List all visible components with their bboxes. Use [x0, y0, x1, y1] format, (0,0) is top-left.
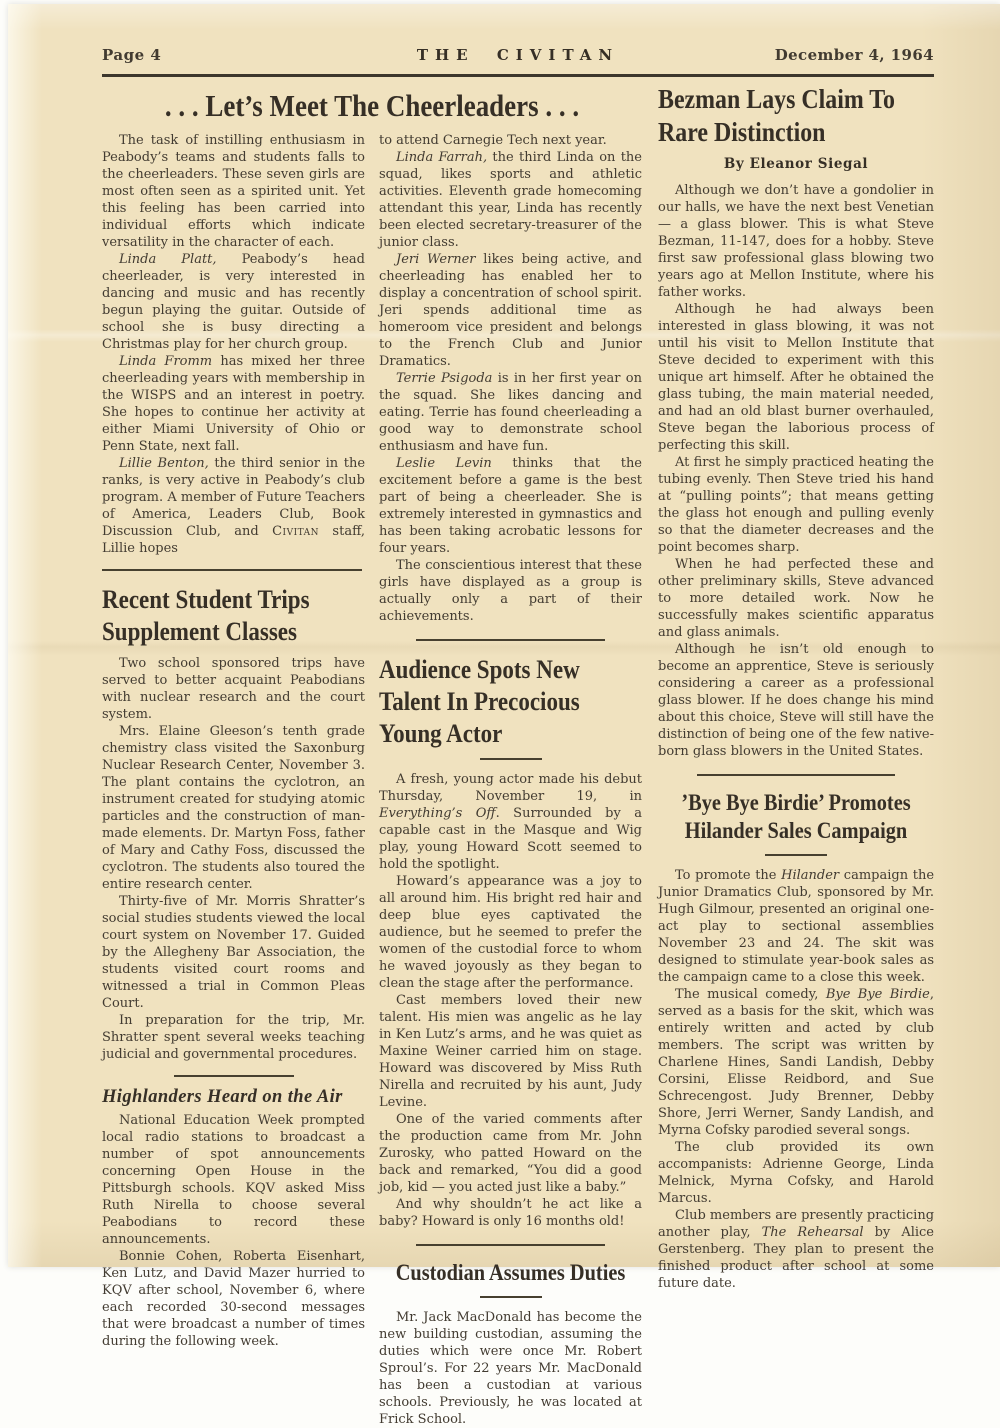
column-3: [658, 81, 934, 1428]
article-paragraph: to attend Carnegie Tech next year.: [379, 132, 642, 149]
cheerleaders-section: [102, 81, 642, 1428]
page-content: [102, 81, 934, 1428]
article-paragraph: National Education Week prompted local radio stations to broadcast a number of spot announcements concerning Open House in the Pittsburgh schools. KQV asked Miss Ruth Nirella to choose several Peabodians to record these announcements.: [102, 1112, 365, 1248]
page-number: Page 4: [102, 46, 161, 64]
article-paragraph: Leslie Levin thinks that the excitement before a game is the best part of being a cheerleader. She is extremely interested in gymnastics and has been taking acrobatic lessons for four years.: [379, 455, 642, 557]
issue-date: December 4, 1964: [775, 46, 934, 64]
column-2: [379, 132, 642, 1428]
article-paragraph: Two school sponsored trips have served to better acquaint Peabodians with nuclear research and the court system.: [102, 655, 365, 723]
lead-headline: . . . Let’s Meet The Cheerleaders . . .: [137, 87, 607, 124]
article-paragraph: Cast members loved their new talent. His mien was angelic as he lay in Ken Lutz’s arms, and he was quiet as Maxine Weiner carried him on stage. Howard was discovered by Miss Ruth Nirella and recruited by his aunt, Judy Levine.: [379, 992, 642, 1111]
article-paragraph: To promote the Hilander campaign the Junior Dramatics Club, sponsored by Mr. Hugh Gilmour, presented an original one-act play to sectional assemblies November 23 and 24. The skit was designed to stimulate year-book sales as the campaign came to a close this week.: [658, 867, 934, 986]
article-paragraph: When he had perfected these and other preliminary skills, Steve advanced to more detailed work. Now he successfully makes scientific apparatus and glass animals.: [658, 556, 934, 641]
section-divider: [416, 1244, 605, 1246]
article-paragraph: In preparation for the trip, Mr. Shratter spent several weeks teaching judicial and governmental procedures.: [102, 1012, 365, 1063]
article-paragraph: The club provided its own accompanists: Adrienne George, Linda Melnick, Myrna Cofsky, and Harold Marcus.: [658, 1139, 934, 1207]
article-paragraph: Although we don’t have a gondolier in our halls, we have the next best Venetian — a glass blower. This is what Steve Bezman, 11-147, does for a hobby. Steve first saw professional glass blowing two years ago at Mellon Institute, where his father works.: [658, 182, 934, 301]
article-headline: Recent Student Trips Supplement Classes: [102, 584, 365, 647]
article-paragraph: Thirty-five of Mr. Morris Shratter’s social studies students viewed the local court system on November 17. Guided by the Allegheny Bar Association, the students visited court rooms and witnessed a trial in Common Pleas Court.: [102, 893, 365, 1012]
article-paragraph: Linda Platt, Peabody’s head cheerleader, is very interested in dancing and music and has recently begun playing the guitar. Outside of school she is busy directing a Christmas play for her church group.: [102, 251, 365, 353]
article-headline: ’Bye Bye Birdie’ Promotes Hilander Sales Campaign: [658, 789, 934, 845]
article-paragraph: The conscientious interest that these girls have displayed as a group is actually only a part of their achievements.: [379, 557, 642, 625]
article-paragraph: Club members are presently practicing another play, The Rehearsal by Alice Gerstenberg. They plan to present the finished product after school at some future date.: [658, 1207, 934, 1292]
article-paragraph: Mrs. Elaine Gleeson’s tenth grade chemistry class visited the Saxonburg Nuclear Research Center, November 3. The plant contains the cyclotron, an instrument created for studying atomic particles and the construction of man-made elements. Dr. Martyn Foss, father of Mary and Cathy Foss, discussed the cyclotron. The students also toured the entire research center.: [102, 723, 365, 893]
article-paragraph: A fresh, young actor made his debut Thursday, November 19, in Everything’s Off. Surrounded by a capable cast in the Masque and Wig play, young Howard Scott seemed to hold the spotlight.: [379, 771, 642, 873]
article-paragraph: Although he isn’t old enough to become an apprentice, Steve is seriously considering a career as a professional glass blower. If he does change his mind about this choice, Steve will still have the distinction of being one of the few native-born glass blowers in the United States.: [658, 641, 934, 760]
two-column-area: [102, 132, 642, 1428]
section-divider: [416, 639, 605, 641]
article-paragraph: One of the varied comments after the production came from Mr. John Zurosky, who patted Howard on the back and remarked, “You did a good job, kid — you acted just like a baby.”: [379, 1111, 642, 1196]
section-divider: [480, 758, 542, 760]
article-paragraph: Linda Fromm has mixed her three cheerleading years with membership in the WISPS and an interest in poetry. She hopes to continue her activity at either Miami University of Ohio or Penn State, next fall.: [102, 353, 365, 455]
article-paragraph: Although he had always been interested in glass blowing, it was not until his visit to Mellon Institute that Steve decided to experiment with this unique art himself. After he obtained the glass tubing, the main material needed, and had an old blast burner overhauled, Steve began the laborious process of perfecting this skill.: [658, 301, 934, 454]
article-headline: Bezman Lays Claim To Rare Distinction: [658, 83, 934, 149]
column-1: [102, 132, 365, 1428]
article-paragraph: Terrie Psigoda is in her first year on the squad. She likes dancing and eating. Terrie has found cheerleading a good way to demonstrate school enthusiasm and have fun.: [379, 370, 642, 455]
article-paragraph: Howard’s appearance was a joy to all around him. His bright red hair and deep blue eyes captivated the audience, but he seemed to prefer the women of the custodial force to whom he waved joyously as they began to clean the stage after the performance.: [379, 873, 642, 992]
article-paragraph: Mr. Jack MacDonald has become the new building custodian, assuming the duties which were once Mr. Robert Sproul’s. For 22 years Mr. MacDonald has been a custodian at various schools. Previously, he was located at Frick School.: [379, 1309, 642, 1428]
section-divider: [697, 774, 896, 776]
article-paragraph: At first he simply practiced heating the tubing evenly. Then Steve tried his hand at “pulling points”; that means getting the glass hot enough and pulling evenly so that the diameter decreases and the point becomes sharp.: [658, 454, 934, 556]
article-subhead: Highlanders Heard on the Air: [102, 1087, 365, 1108]
article-headline: Audience Spots New Talent In Precocious Young Actor: [379, 654, 642, 749]
paper-title: THE CIVITAN: [417, 46, 619, 64]
section-divider: [765, 854, 827, 856]
article-paragraph: The musical comedy, Bye Bye Birdie, served as a basis for the skit, which was entirely written and acted by club members. The script was written by Charlene Hines, Sandi Landish, Debby Corsini, Elisse Reidbord, and Sue Schrecengost. Judy Brenner, Debby Shore, Jerri Werner, Sandy Landish, and Myrna Cofsky parodied several songs.: [658, 986, 934, 1139]
section-divider: [480, 1296, 542, 1298]
section-divider: [102, 569, 362, 571]
article-paragraph: Lillie Benton, the third senior in the ranks, is very active in Peabody’s club program. A member of Future Teachers of America, Leaders Club, Book Discussion Club, and Civitan staff, Lillie hopes: [102, 455, 365, 557]
section-divider: [174, 1075, 294, 1077]
masthead: [102, 46, 934, 77]
article-paragraph: Bonnie Cohen, Roberta Eisenhart, Ken Lutz, and David Mazer hurried to KQV after school, November 6, where each recorded 30-second messages that were broadcast a number of times during the following week.: [102, 1248, 365, 1350]
article-paragraph: Jeri Werner likes being active, and cheerleading has enabled her to display a concentration of school spirit. Jeri spends additional time as homeroom vice president and belongs to the French Club and Junior Dramatics.: [379, 251, 642, 370]
article-paragraph: Linda Farrah, the third Linda on the squad, likes sports and athletic activities. Eleventh grade homecoming attendant this year, Linda has recently been elected secretary-treasurer of the junior class.: [379, 149, 642, 251]
byline: By Eleanor Siegal: [658, 156, 934, 172]
article-headline: Custodian Assumes Duties: [379, 1259, 642, 1287]
newspaper-page: [8, 4, 1000, 1267]
article-paragraph: The task of instilling enthusiasm in Peabody’s teams and students falls to the cheerleaders. These seven girls are most often seen as a spirited unit. Yet this feeling has been carried into individual efforts which indicate versatility in the character of each.: [102, 132, 365, 251]
article-paragraph: And why shouldn’t he act like a baby? Howard is only 16 months old!: [379, 1196, 642, 1230]
